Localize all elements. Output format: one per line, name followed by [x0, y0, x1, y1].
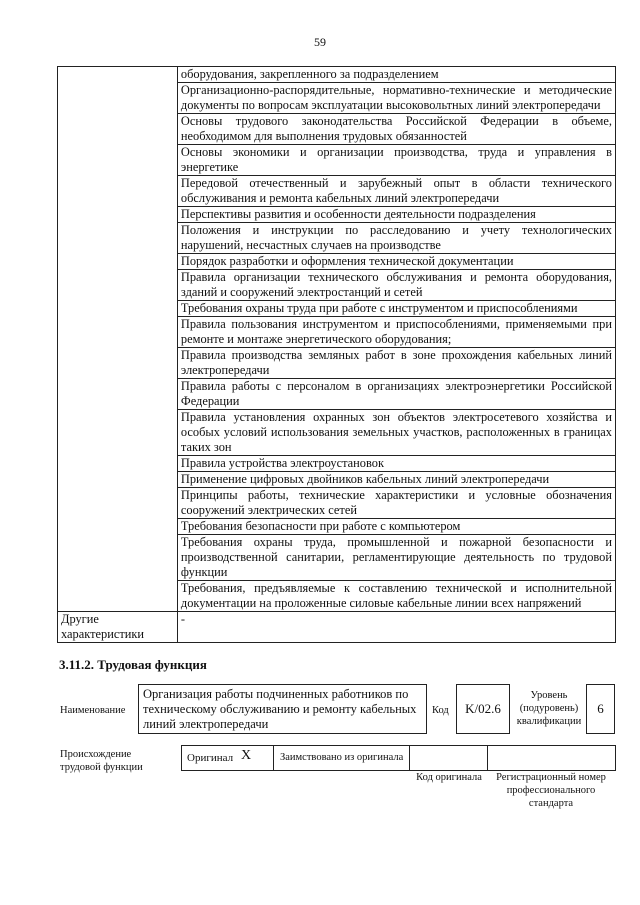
requirement-item: Правила организации технического обслуживания и ремонта оборудования, зданий и сооружений электростанций и сетей — [177, 270, 615, 301]
level-label: Уровень (подуровень) квалификации — [516, 690, 582, 727]
requirement-item: Перспективы развития и особенности деятельности подразделения — [177, 207, 615, 223]
section-title: 3.11.2. Трудовая функция — [59, 657, 207, 672]
name-label: Наименование — [60, 705, 126, 716]
table-row — [58, 612, 616, 643]
origin-code-cell — [410, 745, 488, 771]
level-value-box: 6 — [586, 684, 615, 734]
requirement-item: Требования, предъявляемые к составлению технической и исполнительной документации на проложенные силовые кабельные линии всех напряжений — [177, 581, 615, 612]
other-characteristics-value: - — [177, 612, 615, 643]
requirement-item: оборудования, закрепленного за подразделением — [177, 67, 615, 83]
requirement-item: Порядок разработки и оформления технической документации — [177, 254, 615, 270]
requirement-item: Основы трудового законодательства Российской Федерации в объеме, необходимом для выполнения трудовых обязанностей — [177, 114, 615, 145]
requirements-label-cell — [58, 67, 178, 612]
origin-label: Происхождение трудовой функции — [60, 749, 143, 773]
requirement-item: Положения и инструкции по расследованию и учету технологических нарушений, несчастных случаев на производстве — [177, 223, 615, 254]
registration-number-caption: Регистрационный номер профессионального стандарта — [496, 772, 606, 809]
requirement-item: Требования охраны труда при работе с инструментом и приспособлениями — [177, 301, 615, 317]
requirement-item: Требования безопасности при работе с компьютером — [177, 519, 615, 535]
requirement-item: Правила работы с персоналом в организациях электроэнергетики Российской Федерации — [177, 379, 615, 410]
requirement-item: Правила устройства электроустановок — [177, 456, 615, 472]
origin-original-cell — [181, 745, 274, 771]
function-name-box: Организация работы подчиненных работников по техническому обслуживанию и ремонту кабельных линий электропередачи — [138, 684, 427, 734]
other-characteristics-label: Другие характеристики — [58, 612, 178, 643]
requirement-item: Применение цифровых двойников кабельных линий электропередачи — [177, 472, 615, 488]
requirement-item: Требования охраны труда, промышленной и пожарной безопасности и производственной санитарии, регламентирующие деятельность по трудовой функции — [177, 535, 615, 581]
requirement-item: Правила установления охранных зон объектов электросетевого хозяйства и особых условий использования земельных участков, расположенных в границах таких зон — [177, 410, 615, 456]
original-label: Оригинал — [187, 752, 234, 764]
requirements-table — [57, 66, 616, 643]
original-mark: X — [241, 748, 252, 763]
requirement-item: Правила пользования инструментом и приспособлениями, применяемыми при ремонте и монтаже энергетического оборудования; — [177, 317, 615, 348]
requirement-item: Передовой отечественный и зарубежный опыт в области технического обслуживания и ремонта кабельных линий электропередачи — [177, 176, 615, 207]
code-label: Код — [432, 705, 449, 716]
requirement-item: Правила производства земляных работ в зоне прохождения кабельных линий электропередачи — [177, 348, 615, 379]
requirement-item: Организационно-распорядительные, нормативно-технические и методические документы по вопросам эксплуатации высоковольтных линий электропередачи — [177, 83, 615, 114]
code-original-caption: Код оригинала — [416, 772, 482, 783]
page-number: 59 — [314, 35, 326, 49]
table-row — [58, 67, 616, 83]
origin-borrowed-cell: Заимствовано из оригинала — [274, 745, 410, 771]
requirement-item: Принципы работы, технические характеристики и условные обозначения сооружений электрических сетей — [177, 488, 615, 519]
code-value-box: K/02.6 — [456, 684, 510, 734]
requirement-item: Основы экономики и организации производства, труда и управления в энергетике — [177, 145, 615, 176]
